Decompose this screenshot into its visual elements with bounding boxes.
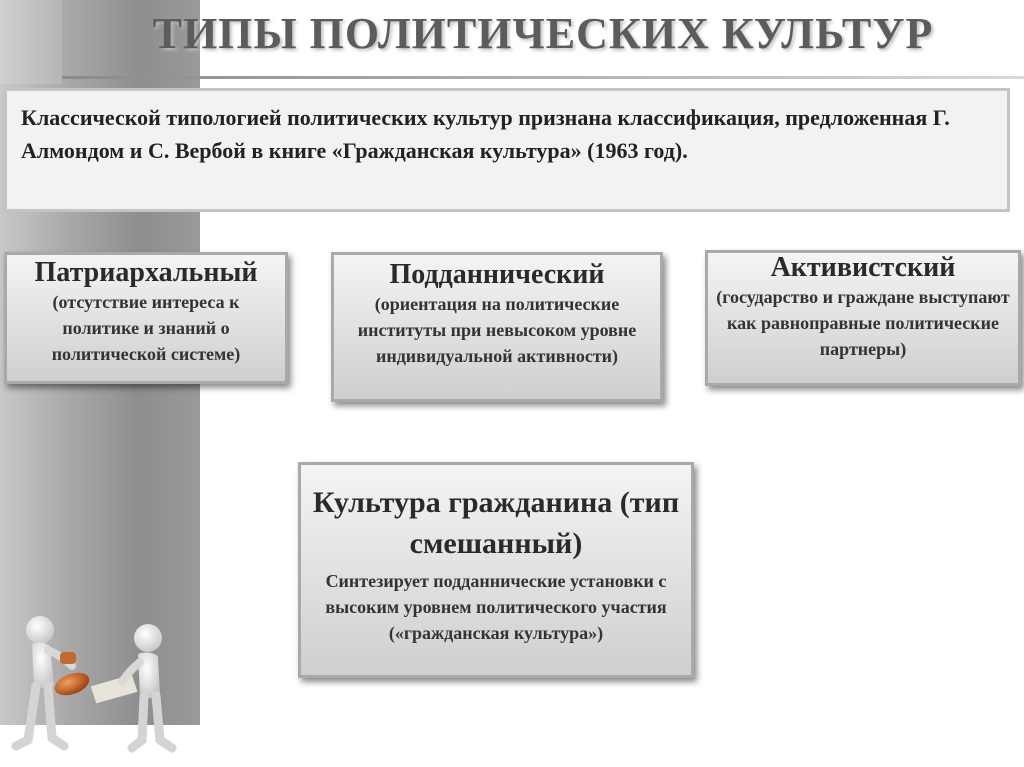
card-title: Подданнический [389, 259, 605, 290]
card-description: (государство и граждане выступают как равноправные политические партнеры) [716, 286, 1010, 359]
card-title: Активистский [770, 252, 956, 283]
card-title: Патриархальный [34, 257, 258, 288]
sidebar-top-decoration [0, 0, 62, 84]
intro-text-box: Классической типологией политических культур признана классификация, предложенная Г. Алмондом и С. Вербой в книге «Гражданская культура» (1963 год). [4, 88, 1010, 212]
people-stamping-illustration [10, 600, 210, 760]
card-description: Синтезирует подданнические установки с высоким уровнем политического участия («гражданская культура») [325, 571, 667, 644]
card-title: Культура гражданина (тип смешанный) [312, 486, 680, 560]
card-patriarchal [4, 252, 288, 384]
document-icon [90, 674, 138, 704]
card-activist [705, 250, 1021, 386]
card-description: (отсутствие интереса к политике и знаний о политической системе) [51, 292, 241, 365]
title-underline [62, 76, 1024, 79]
slide-title: ТИПЫ ПОЛИТИЧЕСКИХ КУЛЬТУР [152, 9, 934, 58]
card-civic-culture [298, 462, 694, 678]
card-subject [331, 252, 663, 402]
card-description: (ориентация на политические институты при невысоком уровне индивидуальной активности) [357, 294, 637, 367]
